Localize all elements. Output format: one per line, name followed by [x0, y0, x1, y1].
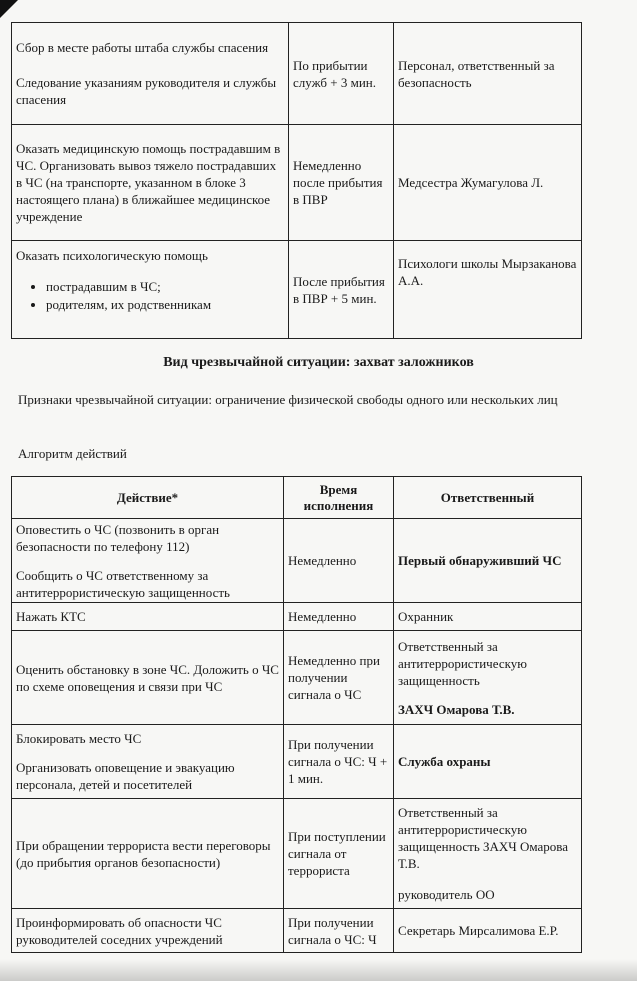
time-cell: Немедленно	[284, 519, 394, 603]
action-text: Оказать психологическую помощь	[16, 248, 208, 263]
action-cell	[12, 23, 289, 125]
responsible-cell: Психологи школы Мырзаканова А.А.	[394, 241, 582, 339]
action-cell	[12, 519, 284, 603]
action-text: Оповестить о ЧС (позвонить в орган безопасности по телефону 112)	[16, 521, 220, 554]
action-text: Организовать оповещение и эвакуацию персонала, детей и посетителей	[16, 760, 235, 792]
action-cell: Нажать КТС	[12, 603, 284, 631]
responsible-cell	[394, 631, 582, 725]
header-action: Действие*	[12, 477, 284, 519]
time-cell: После прибытия в ПВР + 5 мин.	[289, 241, 394, 339]
table-row	[12, 725, 582, 799]
action-text: Сбор в месте работы штаба службы спасения	[16, 40, 269, 55]
time-cell: Немедленно	[284, 603, 394, 631]
responsible-text: Ответственный за антитеррористическую защищенность	[398, 638, 527, 688]
emergency-signs-text: Признаки чрезвычайной ситуации: ограничение физической свободы одного или нескольких лиц	[18, 392, 558, 407]
action-cell: Оказать медицинскую помощь пострадавшим в ЧС. Организовать вывоз тяжело пострадавших в ЧС (на транспорте, указанном в блоке 3 настоящего плана) в ближайшее медицинское учреждение	[12, 125, 289, 241]
table-row	[12, 799, 582, 909]
responsible-cell: Персонал, ответственный за безопасность	[394, 23, 582, 125]
action-cell: Оценить обстановку в зоне ЧС. Доложить о ЧС по схеме оповещения и связи при ЧС	[12, 631, 284, 725]
action-cell: Проинформировать об опасности ЧС руководителей соседних учреждений	[12, 909, 284, 953]
time-cell: Немедленно при получении сигнала о ЧС	[284, 631, 394, 725]
time-cell: При поступлении сигнала от террориста	[284, 799, 394, 909]
responsible-text: руководитель ОО	[398, 887, 495, 902]
time-cell: По прибытии служб + 3 мин.	[289, 23, 394, 125]
bullet-list	[16, 278, 284, 314]
responsible-cell: Охранник	[394, 603, 582, 631]
action-cell	[12, 725, 284, 799]
header-responsible: Ответственный	[394, 477, 582, 519]
responsible-text: ЗАХЧ Омарова Т.В.	[398, 701, 515, 717]
time-cell: Немедленно после прибытия в ПВР	[289, 125, 394, 241]
table-row	[12, 125, 582, 241]
table-row	[12, 519, 582, 603]
table-row	[12, 241, 582, 339]
actions-table	[11, 476, 582, 953]
responsible-text: Ответственный за антитеррористическую защищенность ЗАХЧ Омарова Т.В.	[398, 805, 569, 871]
table-row	[12, 603, 582, 631]
algorithm-label: Алгоритм действий	[18, 446, 127, 461]
responsible-cell: Медсестра Жумагулова Л.	[394, 125, 582, 241]
table-header-row	[12, 477, 582, 519]
responsible-cell: Служба охраны	[394, 725, 582, 799]
list-item: • пострадавшим в ЧС;	[46, 278, 284, 296]
action-text: Следование указаниям руководителя и службы спасения	[16, 75, 277, 107]
time-cell: При получении сигнала о ЧС: Ч + 1 мин.	[284, 725, 394, 799]
action-text: Сообщить о ЧС ответственному за антитеррористическую защищенность	[16, 567, 230, 600]
responsible-cell: Секретарь Мирсалимова Е.Р.	[394, 909, 582, 953]
responsible-cell: Первый обнаруживший ЧС	[394, 519, 582, 603]
action-cell	[12, 241, 289, 339]
time-cell: При получении сигнала о ЧС: Ч	[284, 909, 394, 953]
table-row	[12, 23, 582, 125]
header-time: Время исполнения	[284, 477, 394, 519]
action-text: Блокировать место ЧС	[16, 731, 142, 746]
scan-corner-mark	[0, 0, 18, 18]
responsible-cell	[394, 799, 582, 909]
action-cell: При обращении террориста вести переговоры (до прибытия органов безопасности)	[12, 799, 284, 909]
top-table	[11, 22, 582, 339]
table-row	[12, 909, 582, 953]
table-row	[12, 631, 582, 725]
scan-shadow	[0, 959, 637, 981]
list-item: • родителям, их родственникам	[46, 296, 284, 314]
section-heading: Вид чрезвычайной ситуации: захват заложников	[163, 355, 474, 370]
